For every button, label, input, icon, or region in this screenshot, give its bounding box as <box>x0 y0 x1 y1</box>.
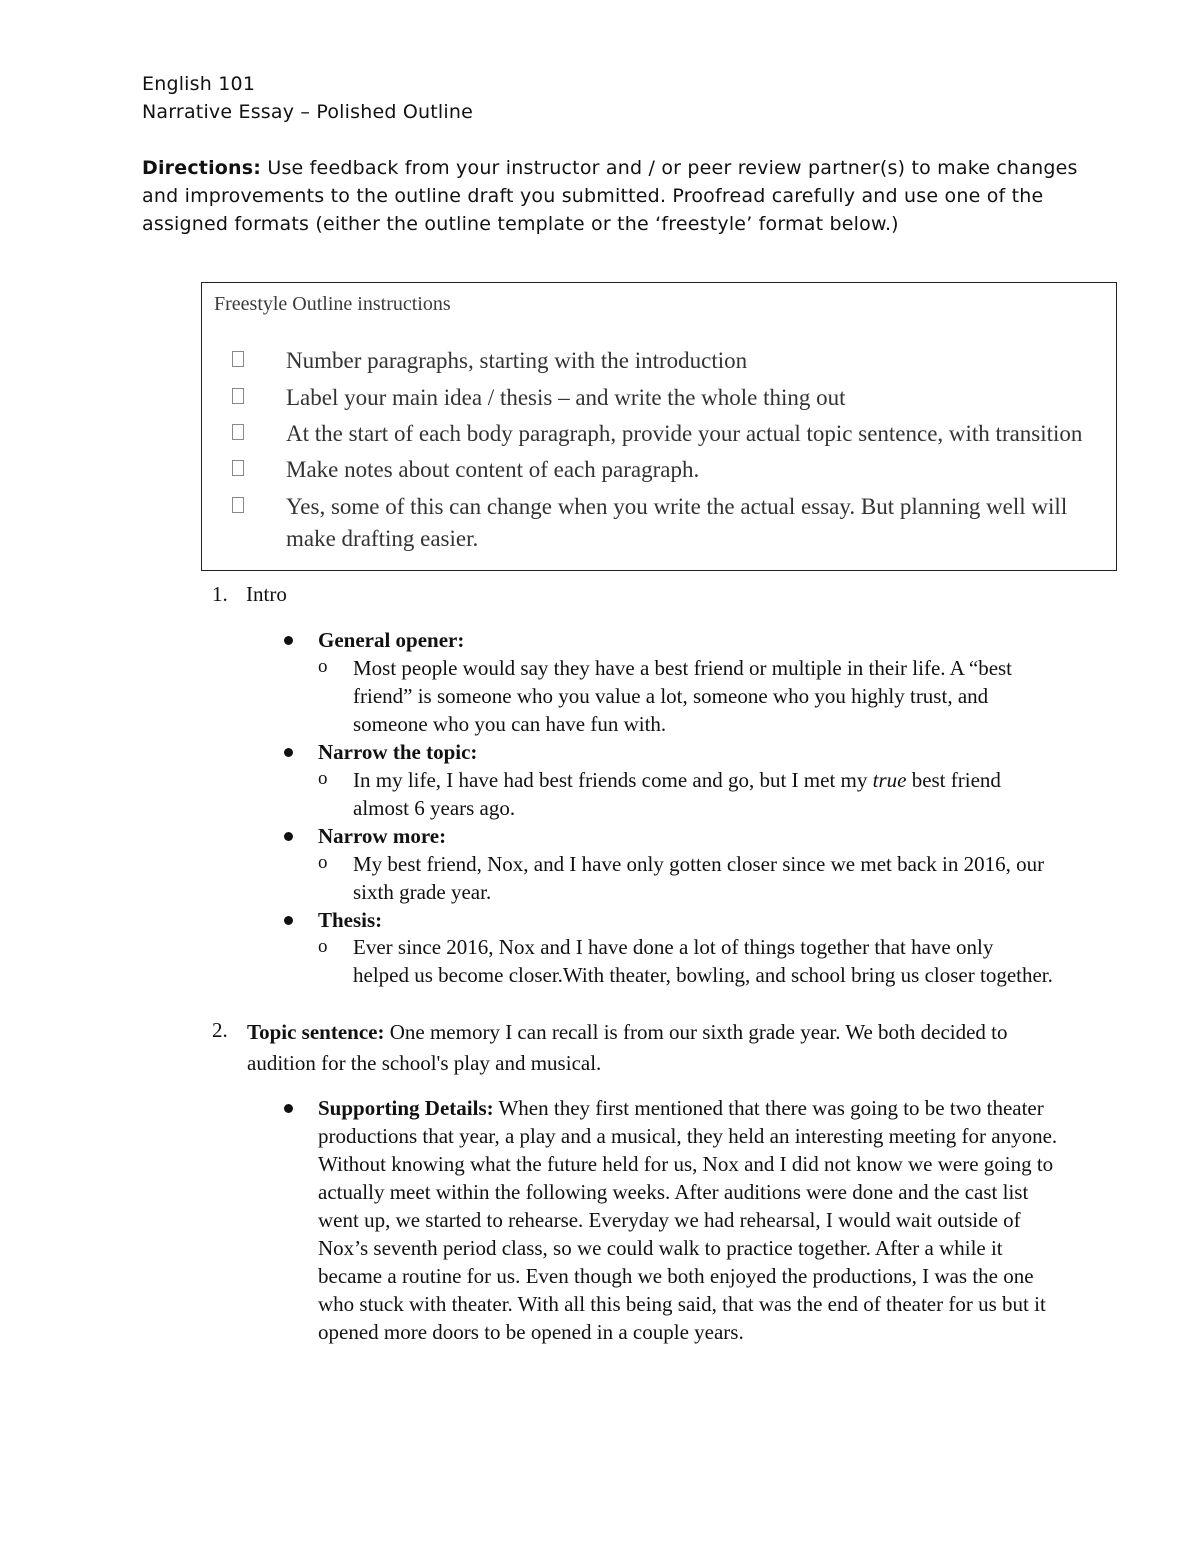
instruction-text: Label your main idea / thesis – and write the whole thing out <box>286 385 846 410</box>
assignment-title: Narrative Essay – Polished Outline <box>142 101 473 123</box>
instruction-text: At the start of each body paragraph, provide your actual topic sentence, with transition <box>286 421 1083 446</box>
sub-bullet-icon: o <box>318 768 328 789</box>
narrow-topic-text: In my life, I have had best friends come and go, but I met my true best friend almost 6 years ago. <box>353 768 1001 820</box>
general-opener-label: General opener: <box>318 628 465 652</box>
narrow-topic-label: Narrow the topic: <box>318 740 478 764</box>
checkbox-icon <box>232 460 244 476</box>
intro-heading: Intro <box>246 582 287 606</box>
supporting-details: Supporting Details: When they first mentioned that there was going to be two theater productions that year, a play and a musical, they held an interesting meeting for anyone. Without knowing what the future held for us, Nox and I did not know we were going to actually meet within the following weeks. After auditions were done and the cast list went up, we started to rehearse. Everyday we had rehearsal, I would wait outside of Nox’s seventh period class, so we could walk to practice together. After a while it became a routine for us. Even though we both enjoyed the productions, I was the one who stuck with theater. With all this being said, that was the end of theater for us but it opened more doors to be opened in a couple years. <box>318 1096 1058 1344</box>
instructions-box-title: Freestyle Outline instructions <box>214 293 451 315</box>
bullet-icon <box>284 748 293 757</box>
topic-sentence: Topic sentence: One memory I can recall is from our sixth grade year. We both decided to audition for the school's play and musical. <box>247 1020 1008 1075</box>
thesis-text: Ever since 2016, Nox and I have done a lot of things together that have only helped us become closer.With theater, bowling, and school bring us closer together. <box>353 935 1053 987</box>
narrow-more-label: Narrow more: <box>318 824 447 848</box>
bullet-icon <box>284 832 293 841</box>
freestyle-instructions-box <box>201 282 1117 571</box>
checkbox-icon <box>232 351 244 367</box>
outline-number-2: 2. <box>212 1018 228 1042</box>
general-opener-text: Most people would say they have a best friend or multiple in their life. A “best friend” is someone who you value a lot, someone who you highly trust, and someone who you can have fun with. <box>353 656 1013 736</box>
sub-bullet-icon: o <box>318 656 328 677</box>
bullet-icon <box>284 1104 293 1113</box>
directions-text: Use feedback from your instructor and / or peer review partner(s) to make changes and improvements to the outline draft you submitted. Proofread carefully and use one of the assigned formats (either the outline template or the ‘freestyle’ format below.) <box>142 157 1078 235</box>
sub-bullet-icon: o <box>318 936 328 957</box>
sub-bullet-icon: o <box>318 852 328 873</box>
instruction-text: Yes, some of this can change when you write the actual essay. But planning well will make drafting easier. <box>286 494 1068 551</box>
course-title: English 101 <box>142 73 256 95</box>
checkbox-icon <box>232 388 244 404</box>
instruction-text: Number paragraphs, starting with the introduction <box>286 348 748 373</box>
narrow-more-text: My best friend, Nox, and I have only gotten closer since we met back in 2016, our sixth grade year. <box>353 852 1045 904</box>
directions-paragraph <box>142 154 1082 238</box>
checkbox-icon <box>232 424 244 440</box>
outline-number-1: 1. <box>212 582 228 606</box>
directions-label: Directions: <box>142 157 262 179</box>
bullet-icon <box>284 916 293 925</box>
thesis-label: Thesis: <box>318 908 383 932</box>
bullet-icon <box>284 636 293 645</box>
instruction-text: Make notes about content of each paragraph. <box>286 457 700 482</box>
checkbox-icon <box>232 497 244 513</box>
